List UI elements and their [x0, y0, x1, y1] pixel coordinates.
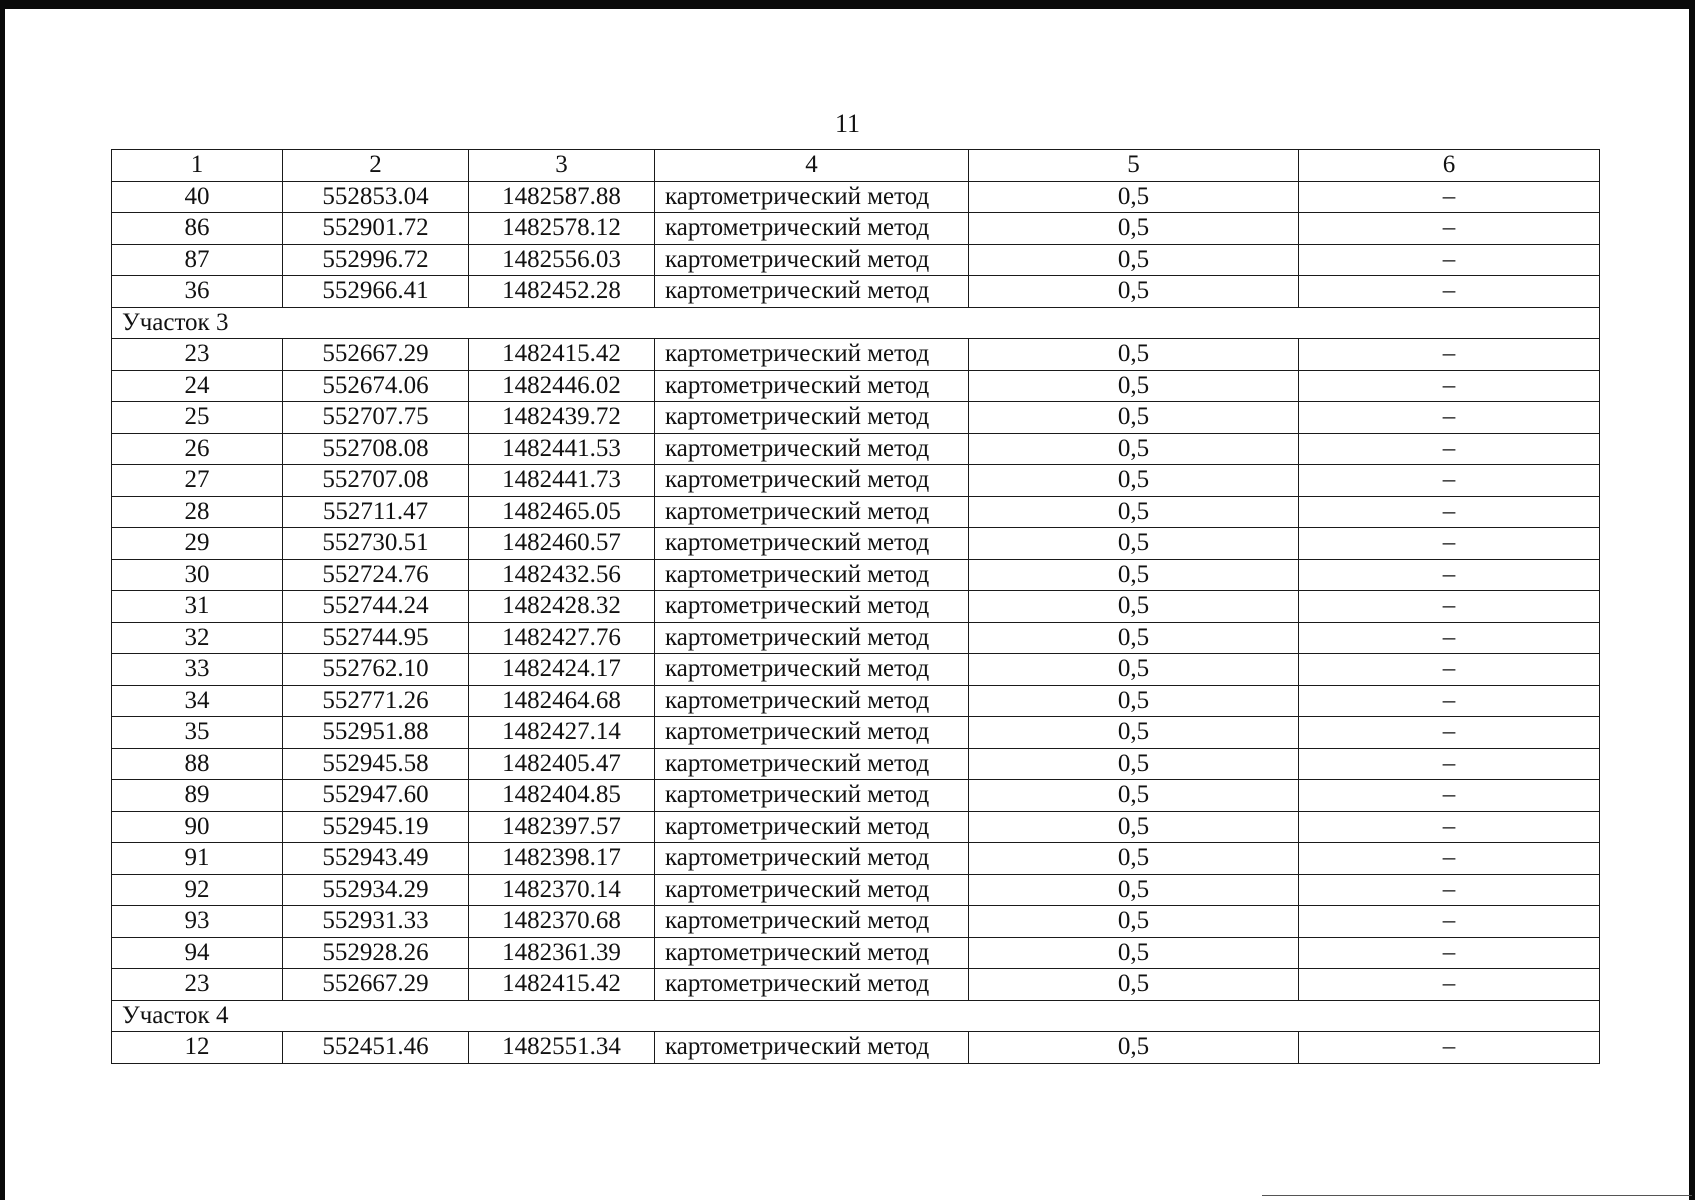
table-row — [112, 465, 1600, 497]
x-coordinate-cell: 552771.26 — [283, 685, 469, 717]
method-cell: картометрический метод — [655, 496, 969, 528]
x-coordinate-cell: 552707.75 — [283, 402, 469, 434]
point-number-cell: 93 — [112, 906, 283, 938]
method-cell: картометрический метод — [655, 748, 969, 780]
y-coordinate-cell: 1482551.34 — [469, 1032, 655, 1064]
x-coordinate-cell: 552853.04 — [283, 181, 469, 213]
accuracy-cell: 0,5 — [969, 811, 1299, 843]
method-cell: картометрический метод — [655, 969, 969, 1001]
accuracy-cell: 0,5 — [969, 780, 1299, 812]
method-cell: картометрический метод — [655, 433, 969, 465]
method-cell: картометрический метод — [655, 370, 969, 402]
note-cell: – — [1299, 811, 1600, 843]
accuracy-cell: 0,5 — [969, 496, 1299, 528]
method-cell: картометрический метод — [655, 937, 969, 969]
note-cell: – — [1299, 339, 1600, 371]
x-coordinate-cell: 552901.72 — [283, 213, 469, 245]
accuracy-cell: 0,5 — [969, 181, 1299, 213]
point-number-cell: 23 — [112, 969, 283, 1001]
table-row — [112, 528, 1600, 560]
table-row — [112, 811, 1600, 843]
method-cell: картометрический метод — [655, 654, 969, 686]
x-coordinate-cell: 552744.24 — [283, 591, 469, 623]
table-row — [112, 433, 1600, 465]
y-coordinate-cell: 1482428.32 — [469, 591, 655, 623]
header-cell-1: 1 — [112, 150, 283, 182]
point-number-cell: 30 — [112, 559, 283, 591]
table-row — [112, 559, 1600, 591]
y-coordinate-cell: 1482405.47 — [469, 748, 655, 780]
note-cell: – — [1299, 874, 1600, 906]
method-cell: картометрический метод — [655, 811, 969, 843]
table-row — [112, 906, 1600, 938]
y-coordinate-cell: 1482424.17 — [469, 654, 655, 686]
accuracy-cell: 0,5 — [969, 433, 1299, 465]
note-cell: – — [1299, 276, 1600, 308]
note-cell: – — [1299, 244, 1600, 276]
accuracy-cell: 0,5 — [969, 370, 1299, 402]
y-coordinate-cell: 1482578.12 — [469, 213, 655, 245]
accuracy-cell: 0,5 — [969, 906, 1299, 938]
note-cell: – — [1299, 843, 1600, 875]
accuracy-cell: 0,5 — [969, 559, 1299, 591]
point-number-cell: 86 — [112, 213, 283, 245]
y-coordinate-cell: 1482464.68 — [469, 685, 655, 717]
table-row — [112, 276, 1600, 308]
note-cell: – — [1299, 685, 1600, 717]
table-row — [112, 685, 1600, 717]
point-number-cell: 28 — [112, 496, 283, 528]
header-cell-6: 6 — [1299, 150, 1600, 182]
header-row — [112, 150, 1600, 182]
note-cell: – — [1299, 717, 1600, 749]
point-number-cell: 35 — [112, 717, 283, 749]
accuracy-cell: 0,5 — [969, 244, 1299, 276]
accuracy-cell: 0,5 — [969, 465, 1299, 497]
method-cell: картометрический метод — [655, 213, 969, 245]
x-coordinate-cell: 552667.29 — [283, 969, 469, 1001]
y-coordinate-cell: 1482452.28 — [469, 276, 655, 308]
table-row — [112, 748, 1600, 780]
y-coordinate-cell: 1482465.05 — [469, 496, 655, 528]
note-cell: – — [1299, 622, 1600, 654]
x-coordinate-cell: 552707.08 — [283, 465, 469, 497]
accuracy-cell: 0,5 — [969, 748, 1299, 780]
table-row — [112, 213, 1600, 245]
table-body — [112, 181, 1600, 1063]
page-number: 11 — [834, 109, 861, 138]
method-cell: картометрический метод — [655, 685, 969, 717]
point-number-cell: 25 — [112, 402, 283, 434]
x-coordinate-cell: 552711.47 — [283, 496, 469, 528]
table-row — [112, 181, 1600, 213]
method-cell: картометрический метод — [655, 339, 969, 371]
note-cell: – — [1299, 528, 1600, 560]
scan-border-left — [0, 0, 5, 1200]
point-number-cell: 92 — [112, 874, 283, 906]
note-cell: – — [1299, 213, 1600, 245]
section-row — [112, 307, 1600, 339]
x-coordinate-cell: 552667.29 — [283, 339, 469, 371]
x-coordinate-cell: 552934.29 — [283, 874, 469, 906]
method-cell: картометрический метод — [655, 591, 969, 623]
x-coordinate-cell: 552928.26 — [283, 937, 469, 969]
point-number-cell: 29 — [112, 528, 283, 560]
table-row — [112, 969, 1600, 1001]
accuracy-cell: 0,5 — [969, 622, 1299, 654]
accuracy-cell: 0,5 — [969, 717, 1299, 749]
header-cell-3: 3 — [469, 150, 655, 182]
table-row — [112, 496, 1600, 528]
method-cell: картометрический метод — [655, 465, 969, 497]
table-row — [112, 874, 1600, 906]
note-cell: – — [1299, 906, 1600, 938]
x-coordinate-cell: 552674.06 — [283, 370, 469, 402]
method-cell: картометрический метод — [655, 622, 969, 654]
note-cell: – — [1299, 937, 1600, 969]
accuracy-cell: 0,5 — [969, 591, 1299, 623]
x-coordinate-cell: 552966.41 — [283, 276, 469, 308]
note-cell: – — [1299, 748, 1600, 780]
table-row — [112, 1032, 1600, 1064]
scan-border-right — [1689, 0, 1695, 1200]
accuracy-cell: 0,5 — [969, 969, 1299, 1001]
y-coordinate-cell: 1482460.57 — [469, 528, 655, 560]
method-cell: картометрический метод — [655, 780, 969, 812]
y-coordinate-cell: 1482415.42 — [469, 339, 655, 371]
y-coordinate-cell: 1482556.03 — [469, 244, 655, 276]
method-cell: картометрический метод — [655, 181, 969, 213]
y-coordinate-cell: 1482370.14 — [469, 874, 655, 906]
method-cell: картометрический метод — [655, 244, 969, 276]
note-cell: – — [1299, 370, 1600, 402]
table-row — [112, 370, 1600, 402]
method-cell: картометрический метод — [655, 906, 969, 938]
method-cell: картометрический метод — [655, 528, 969, 560]
accuracy-cell: 0,5 — [969, 276, 1299, 308]
table-row — [112, 717, 1600, 749]
y-coordinate-cell: 1482370.68 — [469, 906, 655, 938]
coordinates-table — [111, 149, 1600, 1064]
point-number-cell: 34 — [112, 685, 283, 717]
x-coordinate-cell: 552744.95 — [283, 622, 469, 654]
table-row — [112, 339, 1600, 371]
y-coordinate-cell: 1482427.76 — [469, 622, 655, 654]
point-number-cell: 90 — [112, 811, 283, 843]
table-row — [112, 843, 1600, 875]
table-row — [112, 622, 1600, 654]
table-row — [112, 591, 1600, 623]
point-number-cell: 32 — [112, 622, 283, 654]
x-coordinate-cell: 552943.49 — [283, 843, 469, 875]
scan-artifact-line — [1262, 1195, 1692, 1196]
header-cell-2: 2 — [283, 150, 469, 182]
point-number-cell: 87 — [112, 244, 283, 276]
method-cell: картометрический метод — [655, 1032, 969, 1064]
point-number-cell: 23 — [112, 339, 283, 371]
x-coordinate-cell: 552951.88 — [283, 717, 469, 749]
accuracy-cell: 0,5 — [969, 654, 1299, 686]
note-cell: – — [1299, 591, 1600, 623]
accuracy-cell: 0,5 — [969, 843, 1299, 875]
note-cell: – — [1299, 465, 1600, 497]
header-cell-5: 5 — [969, 150, 1299, 182]
point-number-cell: 91 — [112, 843, 283, 875]
table-row — [112, 780, 1600, 812]
method-cell: картометрический метод — [655, 276, 969, 308]
note-cell: – — [1299, 1032, 1600, 1064]
y-coordinate-cell: 1482446.02 — [469, 370, 655, 402]
note-cell: – — [1299, 496, 1600, 528]
accuracy-cell: 0,5 — [969, 874, 1299, 906]
x-coordinate-cell: 552931.33 — [283, 906, 469, 938]
y-coordinate-cell: 1482404.85 — [469, 780, 655, 812]
section-label: Участок 3 — [112, 307, 1600, 339]
method-cell: картометрический метод — [655, 717, 969, 749]
y-coordinate-cell: 1482439.72 — [469, 402, 655, 434]
x-coordinate-cell: 552724.76 — [283, 559, 469, 591]
method-cell: картометрический метод — [655, 402, 969, 434]
table-row — [112, 244, 1600, 276]
header-cell-4: 4 — [655, 150, 969, 182]
point-number-cell: 26 — [112, 433, 283, 465]
note-cell: – — [1299, 402, 1600, 434]
y-coordinate-cell: 1482415.42 — [469, 969, 655, 1001]
note-cell: – — [1299, 181, 1600, 213]
method-cell: картометрический метод — [655, 874, 969, 906]
x-coordinate-cell: 552945.19 — [283, 811, 469, 843]
point-number-cell: 36 — [112, 276, 283, 308]
y-coordinate-cell: 1482361.39 — [469, 937, 655, 969]
method-cell: картометрический метод — [655, 843, 969, 875]
point-number-cell: 33 — [112, 654, 283, 686]
accuracy-cell: 0,5 — [969, 213, 1299, 245]
accuracy-cell: 0,5 — [969, 339, 1299, 371]
point-number-cell: 89 — [112, 780, 283, 812]
x-coordinate-cell: 552762.10 — [283, 654, 469, 686]
section-label: Участок 4 — [112, 1000, 1600, 1032]
x-coordinate-cell: 552947.60 — [283, 780, 469, 812]
x-coordinate-cell: 552708.08 — [283, 433, 469, 465]
table-header — [112, 150, 1600, 182]
note-cell: – — [1299, 780, 1600, 812]
y-coordinate-cell: 1482441.73 — [469, 465, 655, 497]
point-number-cell: 24 — [112, 370, 283, 402]
point-number-cell: 40 — [112, 181, 283, 213]
y-coordinate-cell: 1482427.14 — [469, 717, 655, 749]
y-coordinate-cell: 1482587.88 — [469, 181, 655, 213]
y-coordinate-cell: 1482432.56 — [469, 559, 655, 591]
note-cell: – — [1299, 969, 1600, 1001]
section-row — [112, 1000, 1600, 1032]
method-cell: картометрический метод — [655, 559, 969, 591]
scan-border-top — [0, 0, 1695, 9]
y-coordinate-cell: 1482441.53 — [469, 433, 655, 465]
note-cell: – — [1299, 559, 1600, 591]
x-coordinate-cell: 552945.58 — [283, 748, 469, 780]
x-coordinate-cell: 552996.72 — [283, 244, 469, 276]
accuracy-cell: 0,5 — [969, 528, 1299, 560]
y-coordinate-cell: 1482397.57 — [469, 811, 655, 843]
table-row — [112, 937, 1600, 969]
y-coordinate-cell: 1482398.17 — [469, 843, 655, 875]
point-number-cell: 31 — [112, 591, 283, 623]
x-coordinate-cell: 552451.46 — [283, 1032, 469, 1064]
note-cell: – — [1299, 433, 1600, 465]
point-number-cell: 12 — [112, 1032, 283, 1064]
note-cell: – — [1299, 654, 1600, 686]
accuracy-cell: 0,5 — [969, 1032, 1299, 1064]
x-coordinate-cell: 552730.51 — [283, 528, 469, 560]
point-number-cell: 27 — [112, 465, 283, 497]
point-number-cell: 88 — [112, 748, 283, 780]
table-row — [112, 654, 1600, 686]
table-row — [112, 402, 1600, 434]
accuracy-cell: 0,5 — [969, 402, 1299, 434]
accuracy-cell: 0,5 — [969, 937, 1299, 969]
accuracy-cell: 0,5 — [969, 685, 1299, 717]
point-number-cell: 94 — [112, 937, 283, 969]
